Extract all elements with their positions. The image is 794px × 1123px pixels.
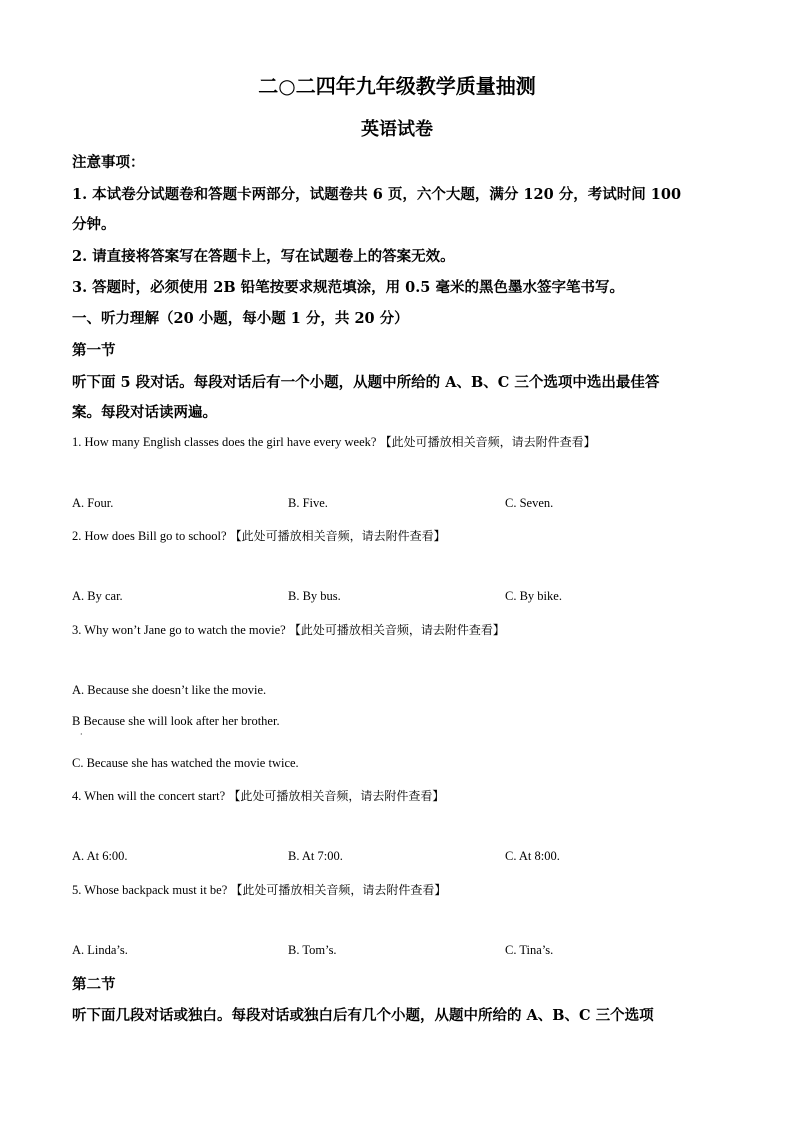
option-b[interactable]: B Because she will look after her brother.: [72, 714, 280, 728]
audio-note[interactable]: 【此处可播放相关音频，请去附件查看】: [230, 883, 447, 897]
question-stem: [72, 881, 446, 898]
option-a[interactable]: A. Linda’s.: [72, 943, 128, 957]
part-instructions-cont: 案。每段对话读两遍。: [72, 404, 217, 421]
section-heading: 一、听力理解（20 小题，每小题 1 分，共 20 分）: [72, 310, 409, 327]
part-instructions: 听下面几段对话或独白。每段对话或独白后有几个小题，从题中所给的 A、B、C 三个选项: [72, 1007, 654, 1024]
option-b[interactable]: B. Tom’s.: [288, 943, 337, 957]
option-a[interactable]: A. At 6:00.: [72, 849, 128, 863]
option-c[interactable]: C. Seven.: [505, 496, 554, 510]
note-item-1-cont: 分钟。: [72, 216, 116, 233]
question-text: 3. Why won’t Jane go to watch the movie?: [72, 623, 286, 637]
question-stem: [72, 433, 596, 450]
option-c[interactable]: C. Because she has watched the movie twice.: [72, 756, 299, 770]
question-stem: [72, 787, 444, 804]
part-label: 第一节: [72, 342, 116, 359]
audio-note[interactable]: 【此处可播放相关音频，请去附件查看】: [288, 623, 505, 637]
note-item-3: 3. 答题时，必须使用 2B 铅笔按要求规范填涂，用 0.5 毫米的黑色墨水签字笔书写。: [72, 279, 624, 296]
option-b[interactable]: B. Five.: [288, 496, 328, 510]
option-a[interactable]: A. Four.: [72, 496, 114, 510]
stray-dot: ·: [80, 730, 83, 739]
option-a[interactable]: A. By car.: [72, 589, 123, 603]
note-item-2: 2. 请直接将答案写在答题卡上，写在试题卷上的答案无效。: [72, 248, 455, 265]
question-stem: [72, 621, 505, 638]
option-c[interactable]: C. Tina’s.: [505, 943, 554, 957]
question-text: 2. How does Bill go to school?: [72, 529, 227, 543]
audio-note[interactable]: 【此处可播放相关音频，请去附件查看】: [228, 789, 445, 803]
option-b[interactable]: B. By bus.: [288, 589, 341, 603]
page-title: 二○二四年九年级教学质量抽测: [258, 74, 536, 98]
question-text: 4. When will the concert start?: [72, 789, 226, 803]
audio-note[interactable]: 【此处可播放相关音频，请去附件查看】: [229, 529, 446, 543]
part-instructions: 听下面 5 段对话。每段对话后有一个小题，从题中所给的 A、B、C 三个选项中选出最佳答: [72, 374, 660, 391]
question-text: 5. Whose backpack must it be?: [72, 883, 228, 897]
option-a[interactable]: A. Because she doesn’t like the movie.: [72, 683, 267, 697]
audio-note[interactable]: 【此处可播放相关音频，请去附件查看】: [379, 435, 596, 449]
question-text: 1. How many English classes does the girl have every week?: [72, 435, 377, 449]
notes-heading: 注意事项：: [72, 154, 145, 171]
part-label: 第二节: [72, 976, 116, 993]
question-stem: [72, 527, 446, 544]
note-item-1: 1. 本试卷分试题卷和答题卡两部分，试题卷共 6 页，六个大题，满分 120 分，考试时间 100: [72, 186, 682, 203]
option-c[interactable]: C. At 8:00.: [505, 849, 560, 863]
page-subtitle: 英语试卷: [361, 119, 433, 140]
option-c[interactable]: C. By bike.: [505, 589, 562, 603]
option-b[interactable]: B. At 7:00.: [288, 849, 343, 863]
